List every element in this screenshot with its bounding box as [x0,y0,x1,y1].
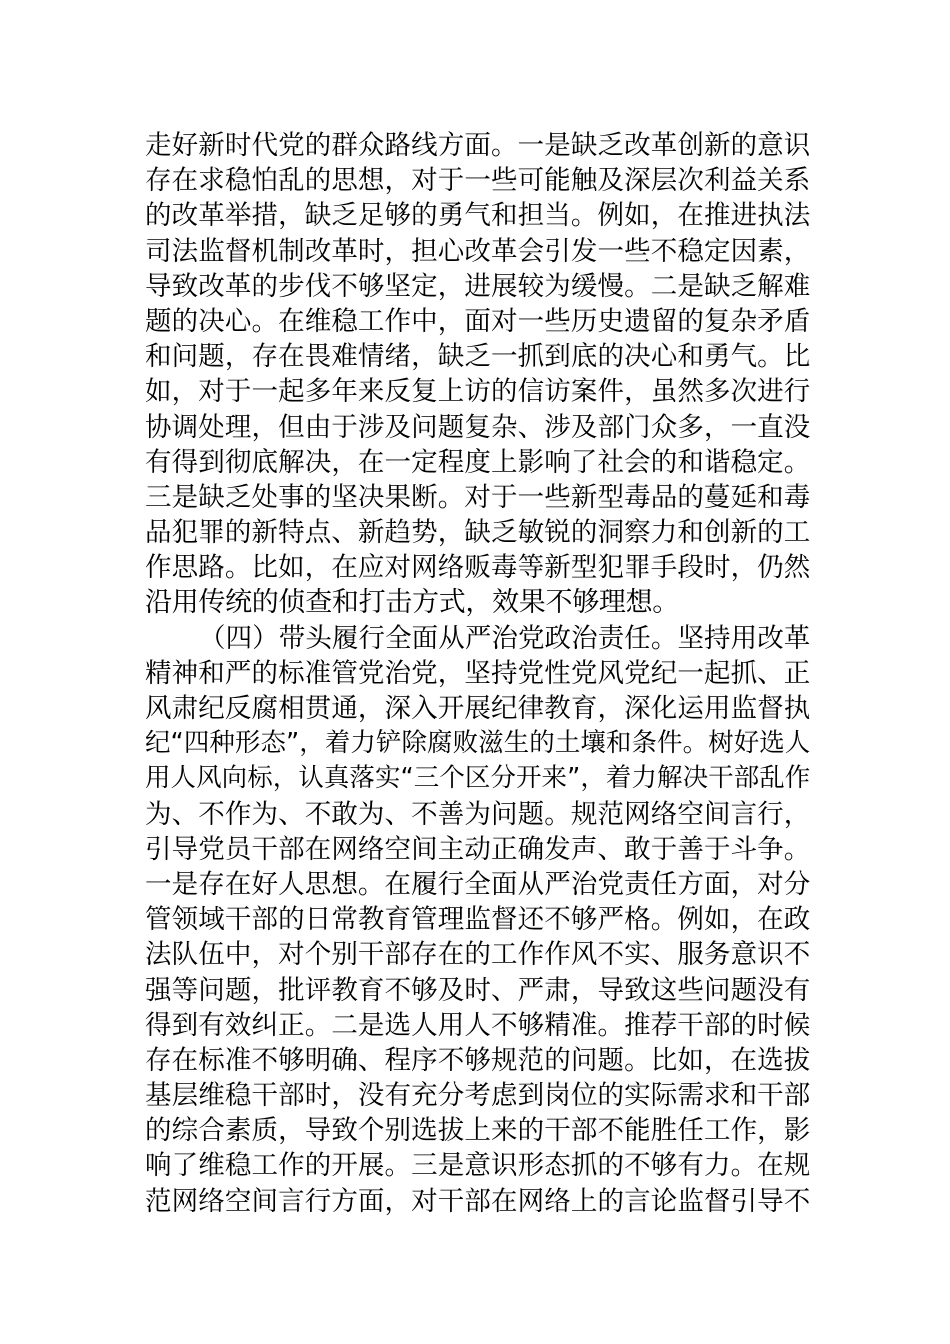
text-line: 存在标准不够明确、程序不够规范的问题。比如，在选拔 [145,1044,810,1076]
body-text [145,128,810,1219]
text-line: 如，对于一起多年来反复上访的信访案件，虽然多次进行 [145,376,810,408]
text-line: 精神和严的标准管党治党，坚持党性党风党纪一起抓、正 [145,657,810,689]
text-line: 基层维稳干部时，没有充分考虑到岗位的实际需求和干部 [145,1080,810,1112]
text-line: 题的决心。在维稳工作中，面对一些历史遗留的复杂矛盾 [145,305,810,337]
text-line: 的改革举措，缺乏足够的勇气和担当。例如，在推进执法 [145,200,810,232]
text-line: 司法监督机制改革时，担心改革会引发一些不稳定因素， [145,235,810,267]
text-line: 风肃纪反腐相贯通，深入开展纪律教育，深化运用监督执 [145,693,810,724]
text-line: 作思路。比如，在应对网络贩毒等新型犯罪手段时，仍然 [145,552,810,584]
text-line: 范网络空间言行方面，对干部在网络上的言论监督引导不 [145,1185,810,1217]
text-line: 导致改革的步伐不够坚定，进展较为缓慢。二是缺乏解难 [145,270,810,302]
text-line: 一是存在好人思想。在履行全面从严治党责任方面，对分 [145,868,810,900]
text-line: 协调处理，但由于涉及问题复杂、涉及部门众多，一直没 [145,411,810,443]
text-line: 有得到彻底解决，在一定程度上影响了社会的和谐稳定。 [145,446,810,478]
text-line: 的综合素质，导致个别选拔上来的干部不能胜任工作，影 [145,1115,810,1147]
text-line: 为、不作为、不敢为、不善为问题。规范网络空间言行， [145,798,810,830]
text-line: 管领域干部的日常教育管理监督还不够严格。例如，在政 [145,904,810,936]
text-line: 存在求稳怕乱的思想，对于一些可能触及深层次利益关系 [145,165,810,197]
section-heading-line: （四）带头履行全面从严治党政治责任。坚持用改革 [199,622,810,654]
text-line: 三是缺乏处事的坚决果断。对于一些新型毒品的蔓延和毒 [145,481,810,513]
text-line: 得到有效纠正。二是选人用人不够精准。推荐干部的时候 [145,1009,810,1041]
text-line: 引导党员干部在网络空间主动正确发声、敢于善于斗争。 [145,833,810,865]
text-line: 强等问题，批评教育不够及时、严肃，导致这些问题没有 [145,974,810,1006]
text-line: 响了维稳工作的开展。三是意识形态抓的不够有力。在规 [145,1150,810,1182]
text-line: 纪“四种形态”，着力铲除腐败滋生的土壤和条件。树好选人 [145,728,810,759]
text-line: 和问题，存在畏难情绪，缺乏一抓到底的决心和勇气。比 [145,341,810,373]
text-line: 法队伍中，对个别干部存在的工作作风不实、服务意识不 [145,939,810,971]
text-line: 品犯罪的新特点、新趋势，缺乏敏锐的洞察力和创新的工 [145,517,810,549]
text-line: 走好新时代党的群众路线方面。一是缺乏改革创新的意识 [145,130,810,161]
text-line: 用人风向标，认真落实“三个区分开来”，着力解决干部乱作 [145,763,810,794]
text-line-paragraph-end: 沿用传统的侦查和打击方式，效果不够理想。 [145,587,679,619]
